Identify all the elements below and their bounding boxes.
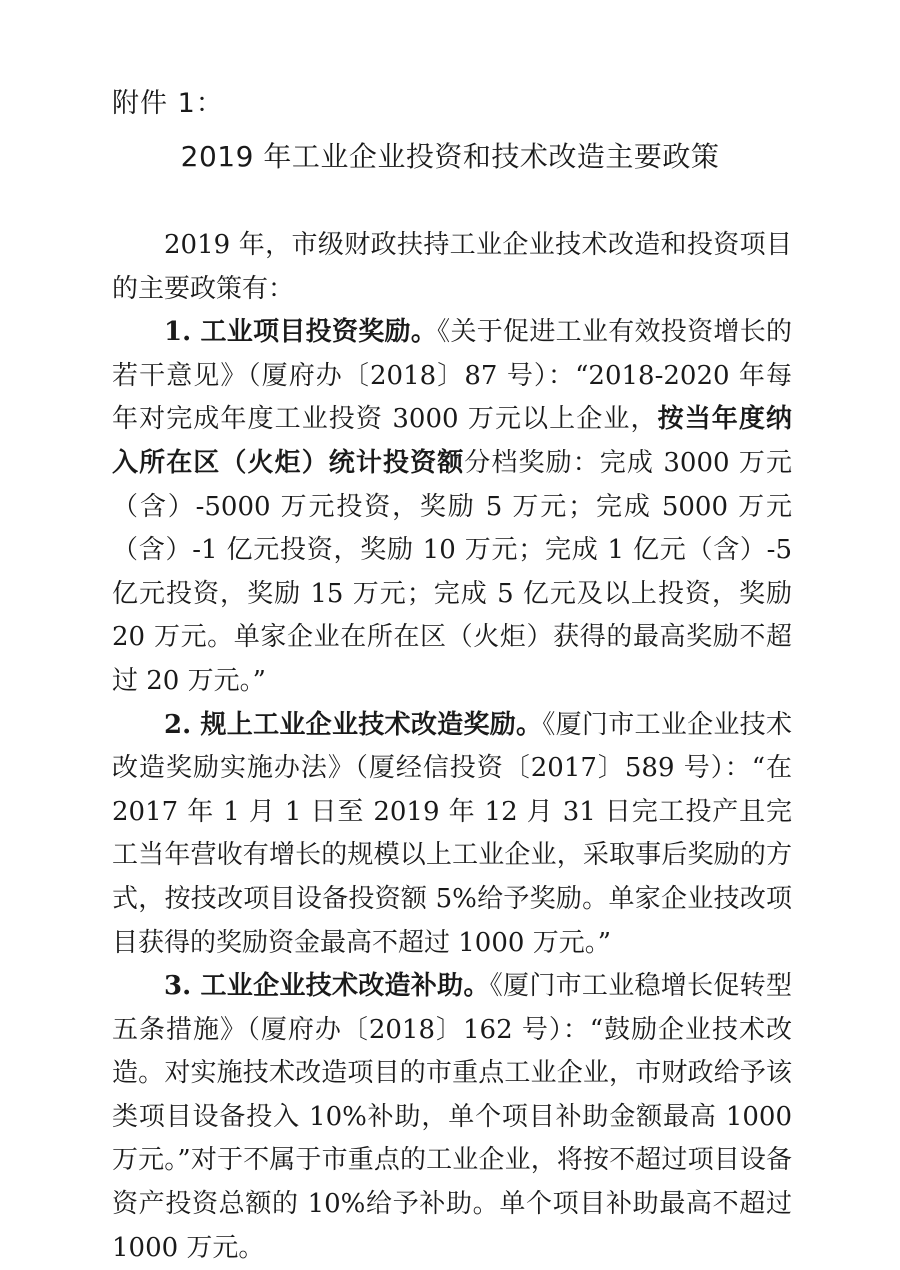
section-1-paragraph: [112, 311, 792, 703]
intro-paragraph: 2019 年，市级财政扶持工业企业技术改造和投资项目的主要政策有：: [112, 230, 792, 304]
section-1-bold-text: 按当年度纳入所在区（火炬）统计投资额: [112, 404, 792, 478]
section-2-paragraph: [112, 704, 792, 966]
section-3-paragraph: [112, 965, 792, 1270]
section-1-text-a: 《关于促进工业有效投资增长的若干意见》（厦府办〔2018〕87 号）：“2018-2020 年每年对完成年度工业投资 3000 万元以上企业，: [112, 317, 792, 435]
section-2-text: 《厦门市工业企业技术改造奖励实施办法》（厦经信投资〔2017〕589 号）：“在 2017 年 1 月 1 日至 2019 年 12 月 31 日完工投产且完工当年营收有增长的规模以上工业企业，采取事后奖励的方式，按技改项目设备投资额 5%给予奖励。单家企业技改项目获得的奖励资金最高不超过 1000 万元。”: [112, 709, 792, 958]
section-1-heading: 1. 工业项目投资奖励。: [164, 317, 438, 348]
attachment-label: 附件 1：: [112, 88, 224, 119]
section-1-text-b: 分档奖励：完成 3000 万元（含）-5000 万元投资，奖励 5 万元；完成 5000 万元（含）-1 亿元投资，奖励 10 万元；完成 1 亿元（含）-5 亿元投资，奖励 15 万元；完成 5 亿元及以上投资，奖励 20 万元。单家企业在所在区（火炬）获得的最高奖励不超过 20 万元。”: [112, 447, 792, 696]
document-body: [112, 224, 792, 1270]
section-2-heading: 2. 规上工业企业技术改造奖励。: [164, 709, 543, 740]
document-title: 2019 年工业企业投资和技术改造主要政策: [180, 140, 720, 173]
section-3-heading: 3. 工业企业技术改造补助。: [164, 971, 490, 1002]
section-3-text: 《厦门市工业稳增长促转型五条措施》（厦府办〔2018〕162 号）：“鼓励企业技术改造。对实施技术改造项目的市重点工业企业，市财政给予该类项目设备投入 10%补助，单个项目补助金额最高 1000 万元。”对于不属于市重点的工业企业，将按不超过项目设备资产投资总额的 10%给予补助。单个项目补助最高不超过 1000 万元。: [112, 971, 792, 1263]
